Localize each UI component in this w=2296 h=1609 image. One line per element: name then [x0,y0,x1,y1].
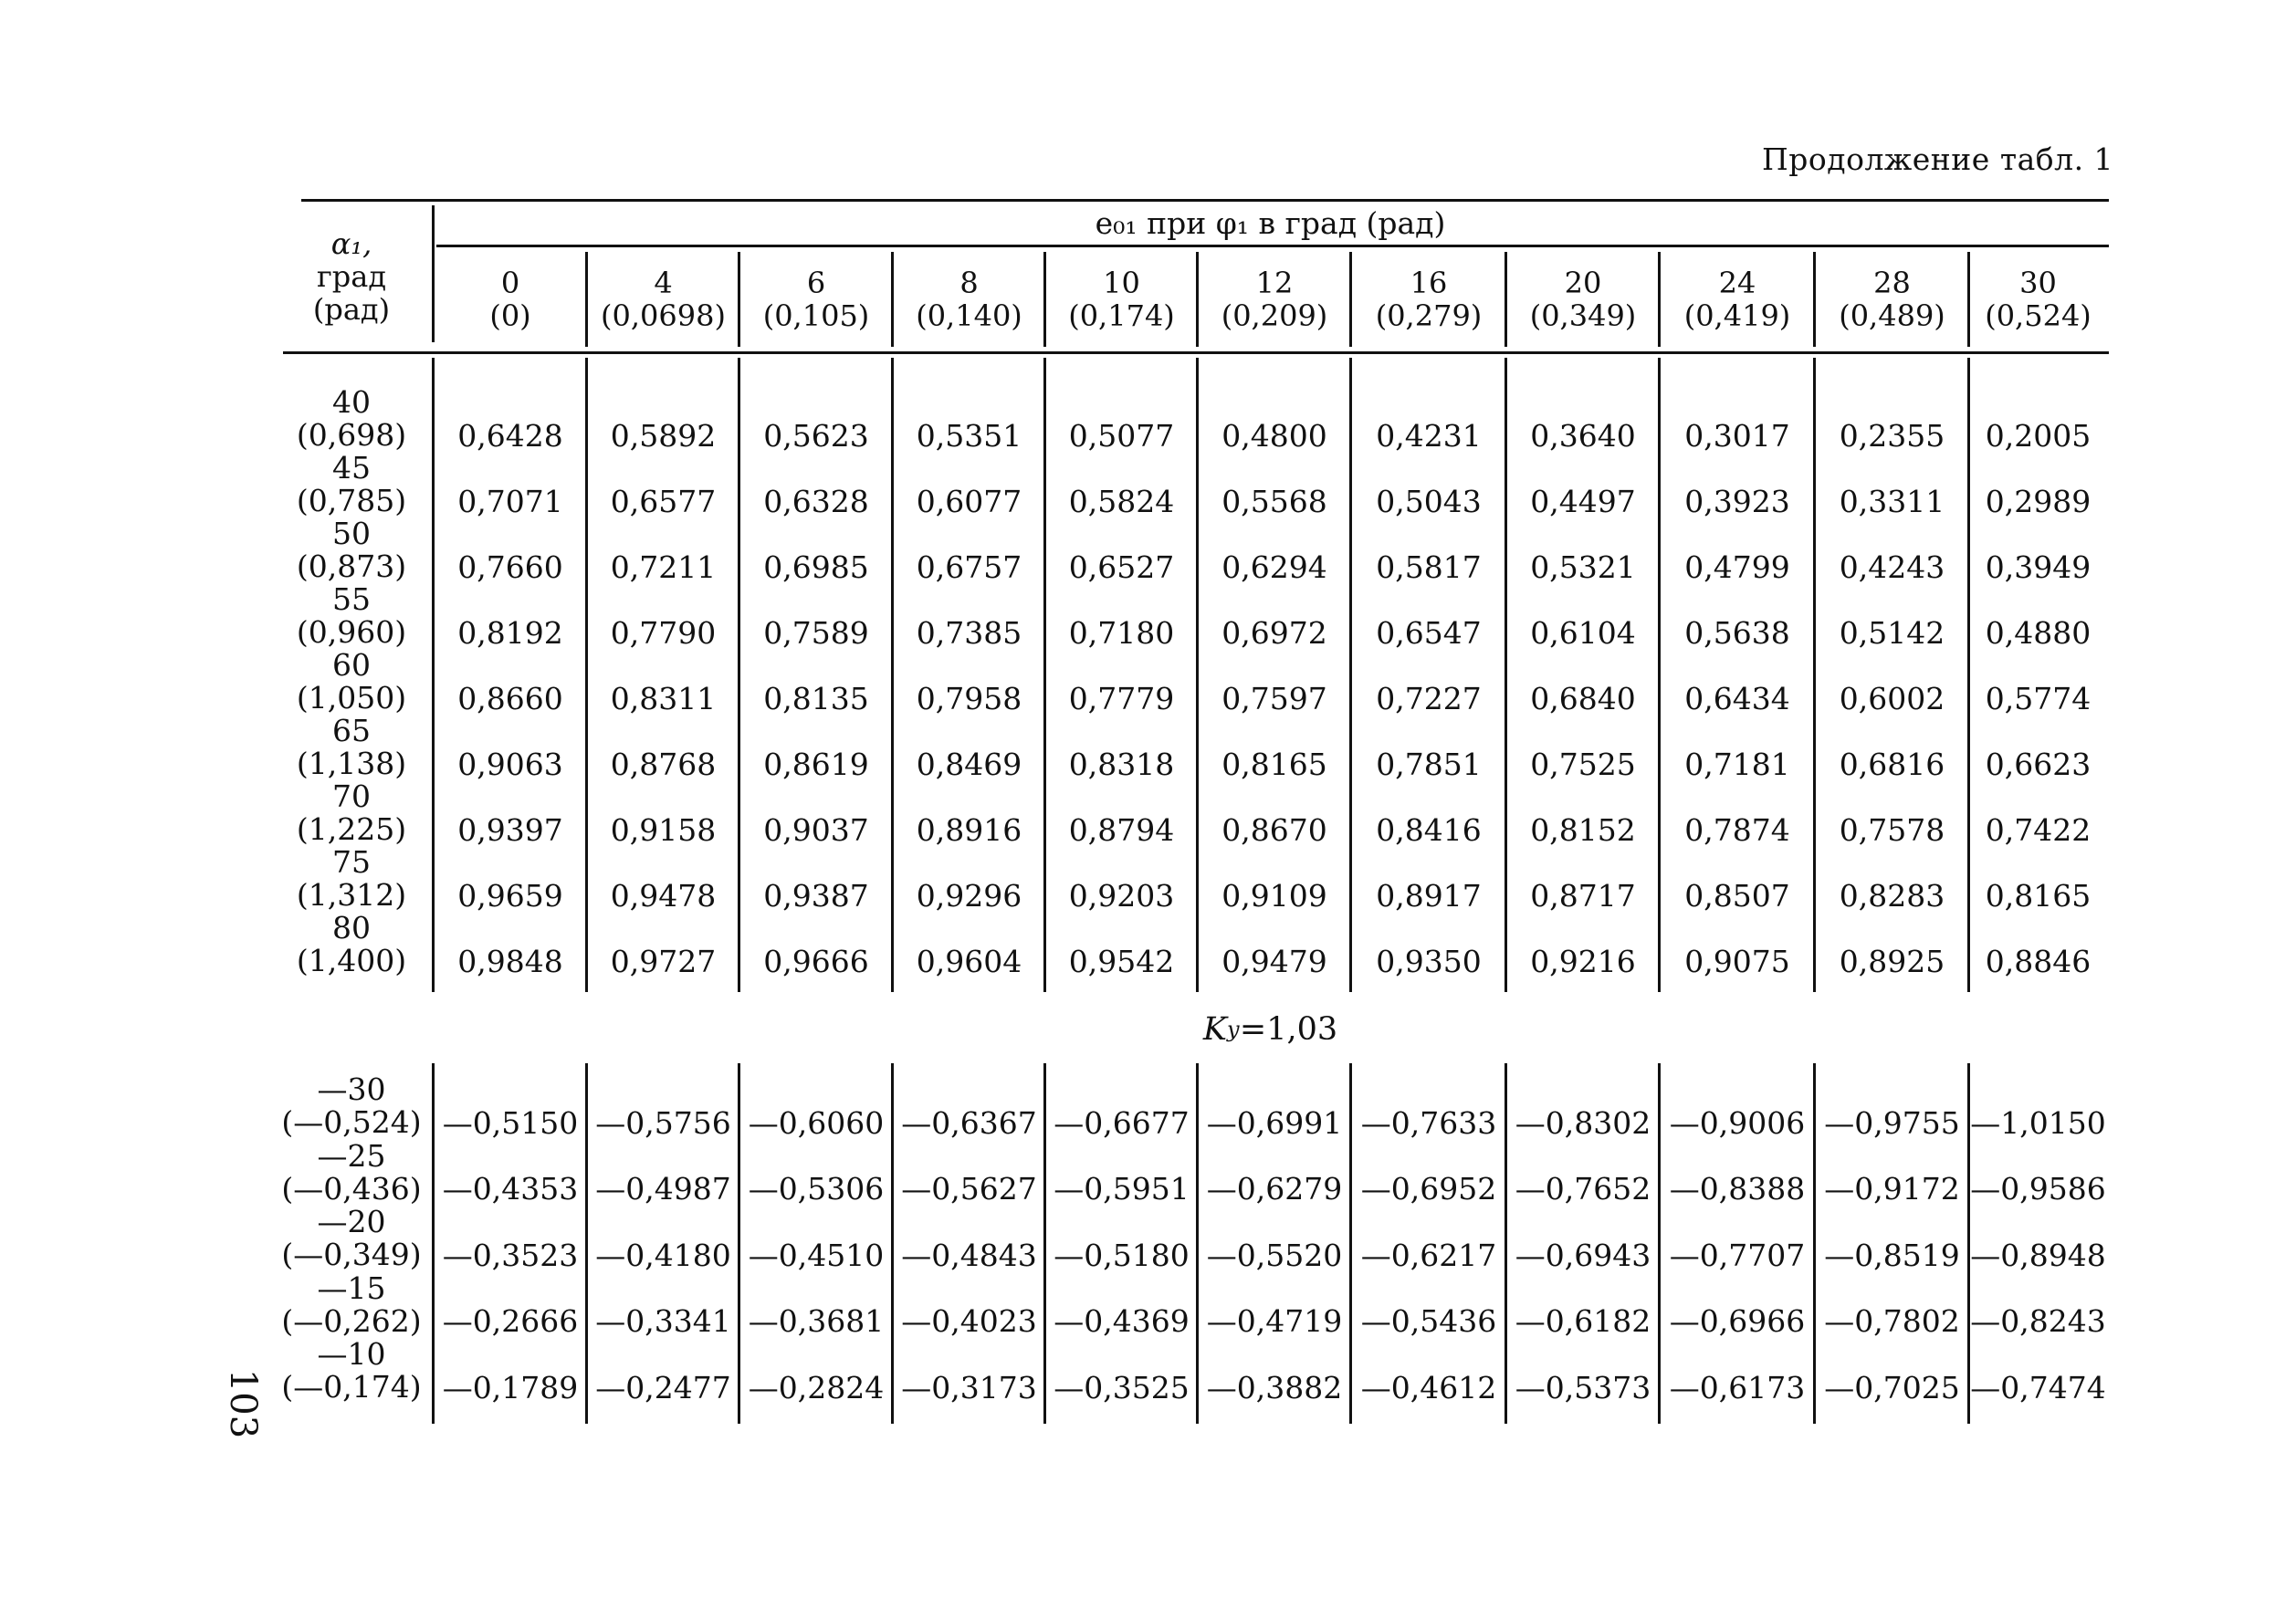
section1-cell: 0,6077 [916,483,1022,519]
section1-cell: 0,6104 [1530,614,1636,651]
section1-cell: 0,7181 [1684,746,1790,782]
section2-cell: —0,3681 [748,1303,885,1339]
section1-cell: 0,8469 [916,746,1022,782]
section1-cell: 0,8283 [1839,877,1945,914]
section2-cell: —0,9586 [1970,1171,2106,1207]
section2-row-label [274,1137,429,1207]
section2-row-label [274,1073,429,1139]
column-header-deg: 28 [1873,266,1911,300]
section2-cell: —0,6182 [1515,1303,1651,1339]
section1-cell: 0,7227 [1376,680,1482,716]
row-header-unit-rad: (рад) [312,292,391,327]
section1-cell: 0,6434 [1684,680,1790,716]
section1-cell: 0,9478 [610,877,717,914]
column-header [1815,252,1969,347]
column-divider [1043,252,1046,347]
column-header [739,252,893,347]
column-header [1969,252,2107,347]
section2-cell: —0,7707 [1669,1237,1806,1273]
section1-cell: 0,6972 [1221,614,1327,651]
section1-cell: 0,9479 [1221,943,1327,979]
section1-cell: 0,7874 [1684,811,1790,848]
section1-cell: 0,3923 [1684,483,1790,519]
section1-cell: 0,8794 [1068,811,1175,848]
column-header-rad: (0) [489,298,531,333]
row-label-deg: —25 [317,1137,386,1174]
section1-cell: 0,6328 [763,483,869,519]
section2-cell: —0,4369 [1054,1303,1190,1339]
section1-row-label [274,386,429,452]
section1-cell: 0,8917 [1376,877,1482,914]
section1-cell: 0,2355 [1839,417,1945,454]
section1-cell: 0,7071 [457,483,563,519]
section1-cell: 0,9109 [1221,877,1327,914]
section2-row-label [274,1269,429,1339]
section1-cell: 0,9659 [457,877,563,914]
section1-cell: 0,9203 [1068,877,1175,914]
section2-cell: —0,5756 [595,1104,731,1141]
section2-cell: —0,4180 [595,1237,731,1273]
section1-cell: 0,4880 [1985,614,2092,651]
section2-cell: —0,3525 [1054,1369,1190,1405]
section1-cell: 0,3311 [1839,483,1945,519]
section1-cell: 0,5817 [1376,549,1482,585]
section1-cell: 0,7589 [763,614,869,651]
row-label-deg: —20 [317,1204,386,1239]
section1-cell: 0,7660 [457,549,563,585]
column-header [1045,252,1198,347]
section1-cell: 0,8717 [1530,877,1636,914]
section1-row-label [274,912,429,977]
section2-cell: —0,5436 [1360,1303,1497,1339]
section1-cell: 0,9387 [763,877,869,914]
section1-cell: 0,7779 [1068,680,1175,716]
section2-cell: —0,7633 [1360,1104,1497,1141]
section1-cell: 0,6527 [1068,549,1175,585]
row-label-rad: (1,400) [296,943,407,978]
column-header-rad: (0,524) [1985,298,2092,333]
section2-cell: —0,1789 [442,1369,579,1405]
section2-cell: —0,6217 [1360,1237,1497,1273]
section1-cell: 0,5142 [1839,614,1945,651]
section1-cell: 0,5077 [1068,417,1175,454]
section2-cell: —0,5520 [1206,1237,1343,1273]
section1-cell: 0,8925 [1839,943,1945,979]
row-label-rad: (—0,174) [281,1369,422,1405]
section1-cell: 0,8670 [1221,811,1327,848]
section1-cell: 0,4243 [1839,549,1945,585]
section2-cell: —0,8519 [1824,1237,1960,1273]
section1-cell: 0,8507 [1684,877,1790,914]
column-header-deg: 16 [1410,266,1448,300]
section1-cell: 0,6840 [1530,680,1636,716]
row-label-rad: (0,873) [296,549,407,584]
row-label-deg: —30 [317,1071,386,1107]
section1-cell: 0,8660 [457,680,563,716]
section1-cell: 0,7180 [1068,614,1175,651]
section1-cell: 0,5774 [1985,680,2092,716]
row-header-unit: град [316,259,387,294]
row-label-deg: —10 [317,1336,386,1372]
section1-cell: 0,9666 [763,943,869,979]
section2-cell: —0,8243 [1970,1303,2106,1339]
section1-cell: 0,5623 [763,417,869,454]
section2-cell: —0,4612 [1360,1369,1497,1405]
column-header-deg: 12 [1255,266,1294,300]
row-label-rad: (0,698) [296,417,407,453]
row-label-deg: 40 [332,384,371,420]
section2-cell: —0,4987 [595,1171,731,1207]
section2-cell: —0,6991 [1206,1104,1343,1141]
row-label-deg: 50 [332,516,371,551]
section-label-symbol: K [1202,1011,1227,1048]
section1-cell: 0,9542 [1068,943,1175,979]
section1-cell: 0,5351 [916,417,1022,454]
section1-cell: 0,7790 [610,614,717,651]
section2-cell: —0,6952 [1360,1171,1497,1207]
section1-cell: 0,4497 [1530,483,1636,519]
column-header-deg: 30 [2019,266,2057,300]
column-divider [432,205,435,342]
column-divider [1504,252,1507,347]
column-header-rad: (0,209) [1221,298,1328,333]
section1-cell: 0,6985 [763,549,869,585]
section1-cell: 0,9604 [916,943,1022,979]
section1-row-label [274,649,429,715]
column-divider [1349,252,1352,347]
section2-cell: —0,3523 [442,1237,579,1273]
column-divider [738,252,740,347]
section1-cell: 0,8192 [457,614,563,651]
column-divider [1813,252,1816,347]
column-header-deg: 8 [959,266,979,300]
column-header-rad: (0,174) [1068,298,1175,333]
section1-cell: 0,4799 [1684,549,1790,585]
section1-row-label [274,715,429,780]
column-header [1660,252,1815,347]
section1-cell: 0,6577 [610,483,717,519]
section1-cell: 0,5321 [1530,549,1636,585]
section1-cell: 0,8619 [763,746,869,782]
section2-cell: —0,3173 [901,1369,1037,1405]
section1-cell: 0,8152 [1530,811,1636,848]
section1-cell: 0,2989 [1985,483,2092,519]
section1-cell: 0,6757 [916,549,1022,585]
spanner-rule [436,245,2109,247]
section2-cell: —0,5180 [1054,1237,1190,1273]
section1-row-label [274,846,429,912]
section1-cell: 0,6294 [1221,549,1327,585]
section-label-subscript: у [1226,1017,1240,1042]
column-divider [1658,252,1661,347]
section1-row-label [274,780,429,846]
section2-cell: —0,5627 [901,1171,1037,1207]
section1-cell: 0,8135 [763,680,869,716]
section2-cell: —0,6367 [901,1104,1037,1141]
section2-cell: —0,6173 [1669,1369,1806,1405]
row-label-deg: 75 [332,844,371,880]
section1-cell: 0,7851 [1376,746,1482,782]
section1-cell: 0,8311 [610,680,717,716]
column-divider [1967,252,1970,347]
column-header [893,252,1045,347]
section1-cell: 0,6002 [1839,680,1945,716]
section1-cell: 0,7385 [916,614,1022,651]
row-label-deg: 80 [332,910,371,946]
section1-cell: 0,8768 [610,746,717,782]
section1-cell: 0,5568 [1221,483,1327,519]
row-label-deg: 65 [332,713,371,748]
section1-cell: 0,5824 [1068,483,1175,519]
section2-cell: —0,9006 [1669,1104,1806,1141]
section1-cell: 0,4231 [1376,417,1482,454]
row-label-deg: 55 [332,581,371,617]
section2-cell: —0,6060 [748,1104,885,1141]
column-header-deg: 6 [806,266,826,300]
row-label-deg: 60 [332,647,371,683]
section1-cell: 0,8416 [1376,811,1482,848]
column-header-rad: (0,349) [1529,298,1637,333]
section1-cell: 0,7525 [1530,746,1636,782]
row-label-rad: (0,785) [296,483,407,518]
section2-cell: —0,6279 [1206,1171,1343,1207]
section2-cell: —0,3341 [595,1303,731,1339]
row-label-deg: 70 [332,778,371,814]
section1-cell: 0,8165 [1221,746,1327,782]
row-label-deg: —15 [317,1269,386,1306]
column-header [1351,252,1506,347]
section1-cell: 0,8318 [1068,746,1175,782]
section1-cell: 0,8916 [916,811,1022,848]
section2-cell: —0,8948 [1970,1237,2106,1273]
section1-cell: 0,9350 [1376,943,1482,979]
column-header-deg: 0 [500,266,520,300]
section2-cell: —0,6966 [1669,1303,1806,1339]
section1-cell: 0,6623 [1985,746,2092,782]
section1-cell: 0,3017 [1684,417,1790,454]
section2-cell: —0,5951 [1054,1171,1190,1207]
section1-row-label [274,452,429,517]
header-bottom-rule [283,351,2109,354]
column-header-rad: (0,489) [1839,298,1945,333]
column-header [1506,252,1660,347]
column-header-deg: 10 [1103,266,1140,300]
section1-cell: 0,7422 [1985,811,2092,848]
column-header-rad: (0,140) [916,298,1022,333]
section1-cell: 0,7597 [1221,680,1327,716]
row-label-rad: (—0,524) [281,1104,422,1140]
section1-cell: 0,9848 [457,943,563,979]
section1-cell: 0,7211 [610,549,717,585]
column-header [587,252,739,347]
section2-cell: —0,7802 [1824,1303,1960,1339]
column-header-rad: (0,0698) [601,298,726,333]
row-header [274,208,429,345]
row-label-rad: (—0,349) [281,1237,422,1272]
section1-cell: 0,9397 [457,811,563,848]
section1-cell: 0,7958 [916,680,1022,716]
section2-cell: —0,7474 [1970,1369,2106,1405]
section1-cell: 0,3949 [1985,549,2092,585]
column-header-deg: 20 [1564,266,1602,300]
section1-cell: 0,4800 [1221,417,1327,454]
section2-cell: —0,6677 [1054,1104,1190,1141]
section1-cell: 0,9158 [610,811,717,848]
section1-cell: 0,8846 [1985,943,2092,979]
column-header-deg: 4 [654,266,673,300]
section1-cell: 0,6816 [1839,746,1945,782]
column-divider [891,252,894,347]
row-header-symbol: α₁, [330,226,372,261]
row-label-rad: (0,960) [296,614,407,650]
section1-cell: 0,6428 [457,417,563,454]
continuation-label: Продолжение табл. 1 [1762,141,2114,177]
section1-cell: 0,9075 [1684,943,1790,979]
section1-cell: 0,8165 [1985,877,2092,914]
section1-cell: 0,5638 [1684,614,1790,651]
column-header [1198,252,1351,347]
section2-cell: —0,9172 [1824,1171,1960,1207]
section2-cell: —0,2477 [595,1369,731,1405]
section2-cell: —0,8302 [1515,1104,1651,1141]
row-label-rad: (—0,262) [281,1302,422,1339]
row-label-rad: (—0,436) [281,1170,422,1207]
section2-cell: —0,3882 [1206,1369,1343,1405]
row-label-rad: (1,312) [296,877,407,913]
row-label-rad: (1,138) [296,746,407,781]
row-label-rad: (1,225) [296,811,407,847]
row-label-rad: (1,050) [296,680,407,716]
table-top-rule [301,199,2109,202]
section1-cell: 0,7578 [1839,811,1945,848]
section1-cell: 0,9037 [763,811,869,848]
section-label-value: =1,03 [1239,1011,1338,1048]
section2-cell: —0,6943 [1515,1237,1651,1273]
column-divider [585,252,588,347]
section2-cell: —0,4843 [901,1237,1037,1273]
section1-cell: 0,9216 [1530,943,1636,979]
section1-row-label [274,583,429,649]
column-header-rad: (0,279) [1375,298,1483,333]
section2-cell: —0,4510 [748,1237,885,1273]
section2-cell: —0,5373 [1515,1369,1651,1405]
column-header-rad: (0,419) [1683,298,1791,333]
section1-cell: 0,3640 [1530,417,1636,454]
section1-cell: 0,9063 [457,746,563,782]
section2-cell: —0,4023 [901,1303,1037,1339]
section2-cell: —0,5150 [442,1104,579,1141]
section1-row-label [274,517,429,583]
section1-cell: 0,5892 [610,417,717,454]
section-label [434,1008,2107,1050]
section2-cell: —0,4353 [442,1171,579,1207]
section1-cell: 0,6547 [1376,614,1482,651]
section2-row-label [274,1206,429,1271]
row-label-deg: 45 [332,450,371,486]
column-header-deg: 24 [1718,266,1756,300]
column-divider [1196,252,1199,347]
section1-cell: 0,9727 [610,943,717,979]
section2-cell: —0,4719 [1206,1303,1343,1339]
section2-cell: —0,2666 [442,1303,579,1339]
section2-row-label [274,1338,429,1404]
section2-cell: —0,7652 [1515,1171,1651,1207]
column-header-rad: (0,105) [762,298,870,333]
section2-cell: —0,5306 [748,1171,885,1207]
section1-cell: 0,2005 [1985,417,2092,454]
section2-cell: —0,7025 [1824,1369,1960,1405]
section1-cell: 0,9296 [916,877,1022,914]
section2-cell: —0,2824 [748,1369,885,1405]
page-number: 103 [222,1368,265,1439]
section1-cell: 0,5043 [1376,483,1482,519]
column-header [434,252,587,347]
section2-cell: —1,0150 [1970,1104,2106,1141]
section2-cell: —0,9755 [1824,1104,1960,1141]
column-spanner: e₀₁ при φ₁ в град (рад) [1095,204,1446,241]
section2-cell: —0,8388 [1669,1171,1806,1207]
